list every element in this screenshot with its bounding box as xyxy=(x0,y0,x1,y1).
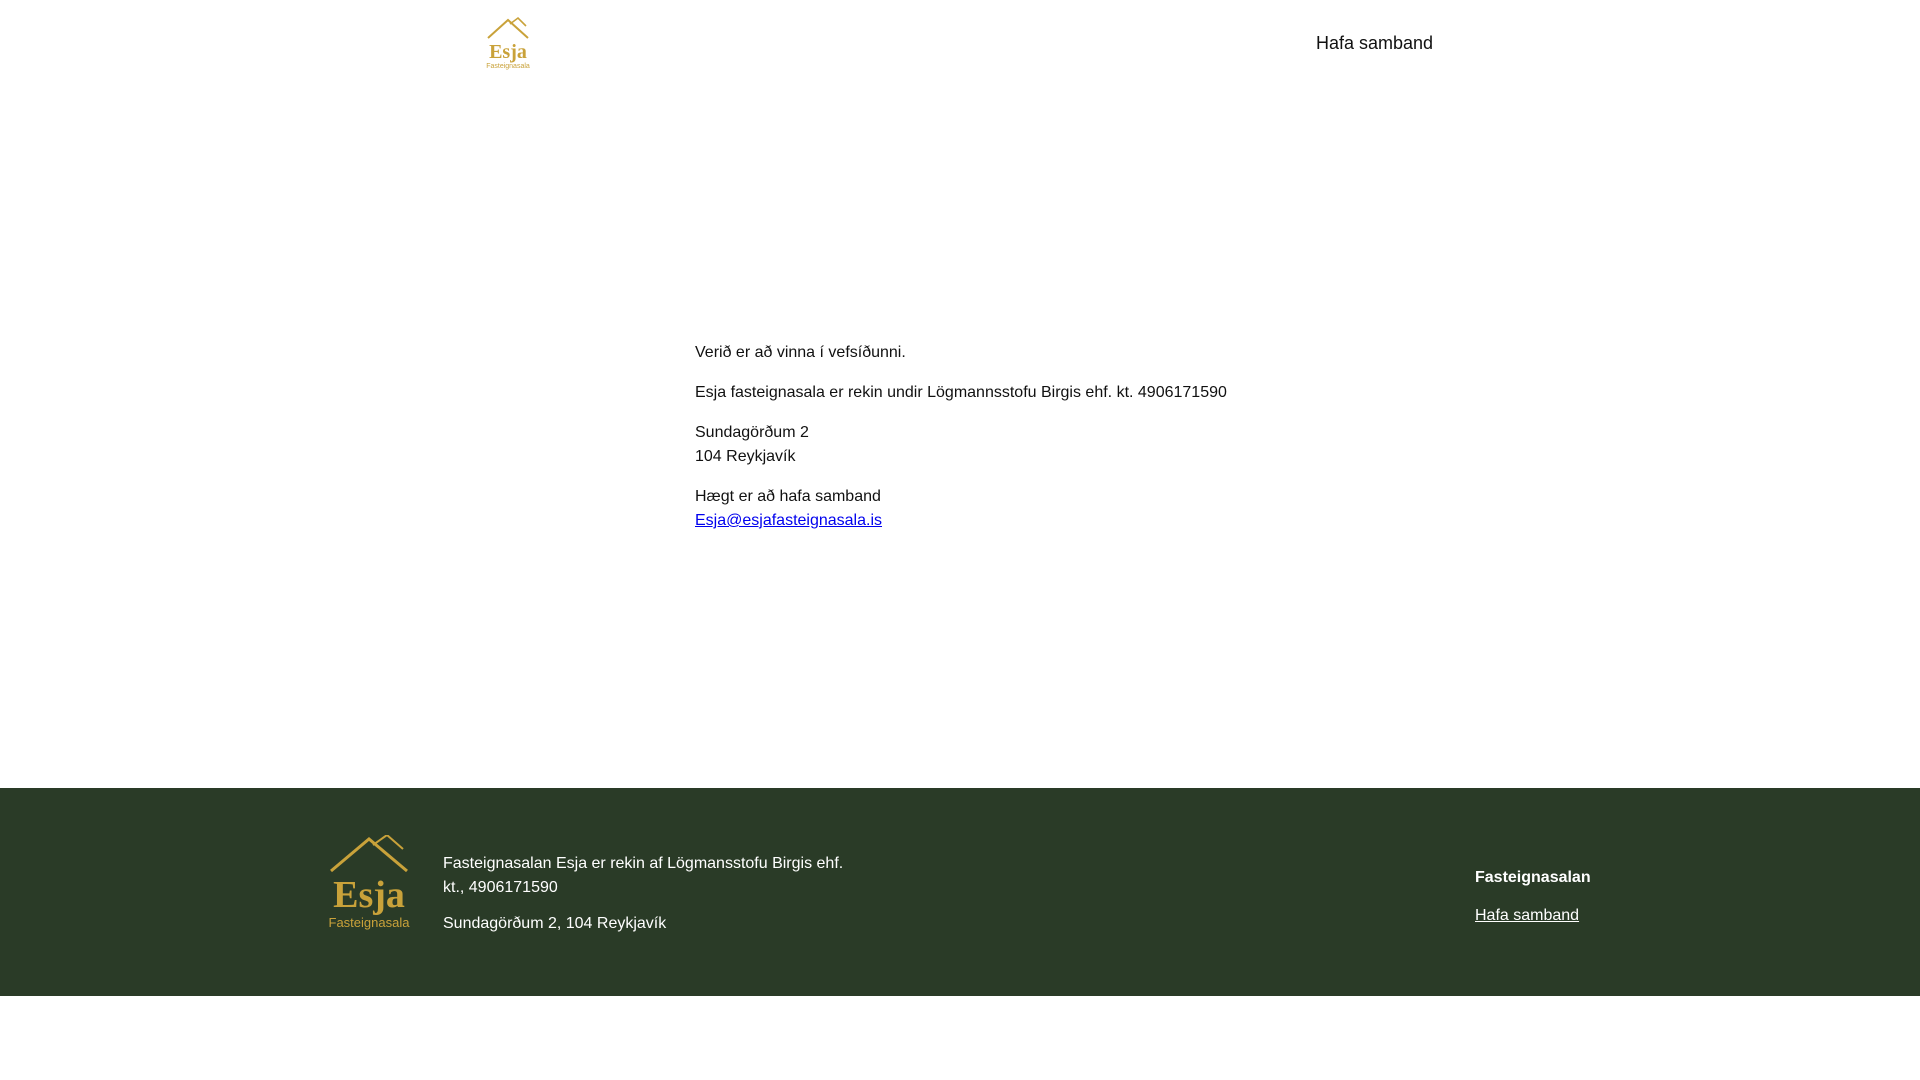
maintenance-notice: Verið er að vinna í vefsíðunni. xyxy=(695,344,906,361)
header-logo[interactable] xyxy=(484,16,532,72)
contact-block xyxy=(695,485,1395,533)
footer-logo-text: Esja xyxy=(333,874,405,916)
nav-contact-link[interactable]: Hafa samband xyxy=(1316,33,1434,53)
house-logo-icon xyxy=(484,16,532,72)
address-block xyxy=(695,421,1395,469)
footer-address: Sundagörðum 2, 104 Reykjavík xyxy=(443,915,667,932)
contact-email-link[interactable]: Esja@esjafasteignasala.is xyxy=(695,512,883,529)
footer-logo xyxy=(327,835,411,933)
header-logo-text: Esja xyxy=(489,41,527,63)
footer-column-title: Fasteignasalan xyxy=(1475,869,1591,886)
site-footer xyxy=(0,788,1920,996)
house-logo-icon xyxy=(327,835,411,933)
main-content xyxy=(695,341,1395,549)
company-info: Esja fasteignasala er rekin undir Lögmannsstofu Birgis ehf. kt. 4906171590 xyxy=(695,384,1227,401)
footer-logo-subtext: Fasteignasala xyxy=(328,915,410,930)
footer-description: Fasteignasalan Esja er rekin af Lögmansstofu Birgis ehf. kt., 4906171590 xyxy=(443,855,844,896)
footer-info xyxy=(443,852,863,948)
site-header xyxy=(0,0,1920,90)
footer-contact-link[interactable]: Hafa samband xyxy=(1475,907,1580,924)
header-logo-subtext: Fasteignasala xyxy=(486,63,530,70)
address-street: Sundagörðum 2 xyxy=(695,424,809,441)
address-city: 104 Reykjavík xyxy=(695,448,796,465)
contact-intro: Hægt er að hafa samband xyxy=(695,488,881,505)
footer-column xyxy=(1475,866,1591,928)
